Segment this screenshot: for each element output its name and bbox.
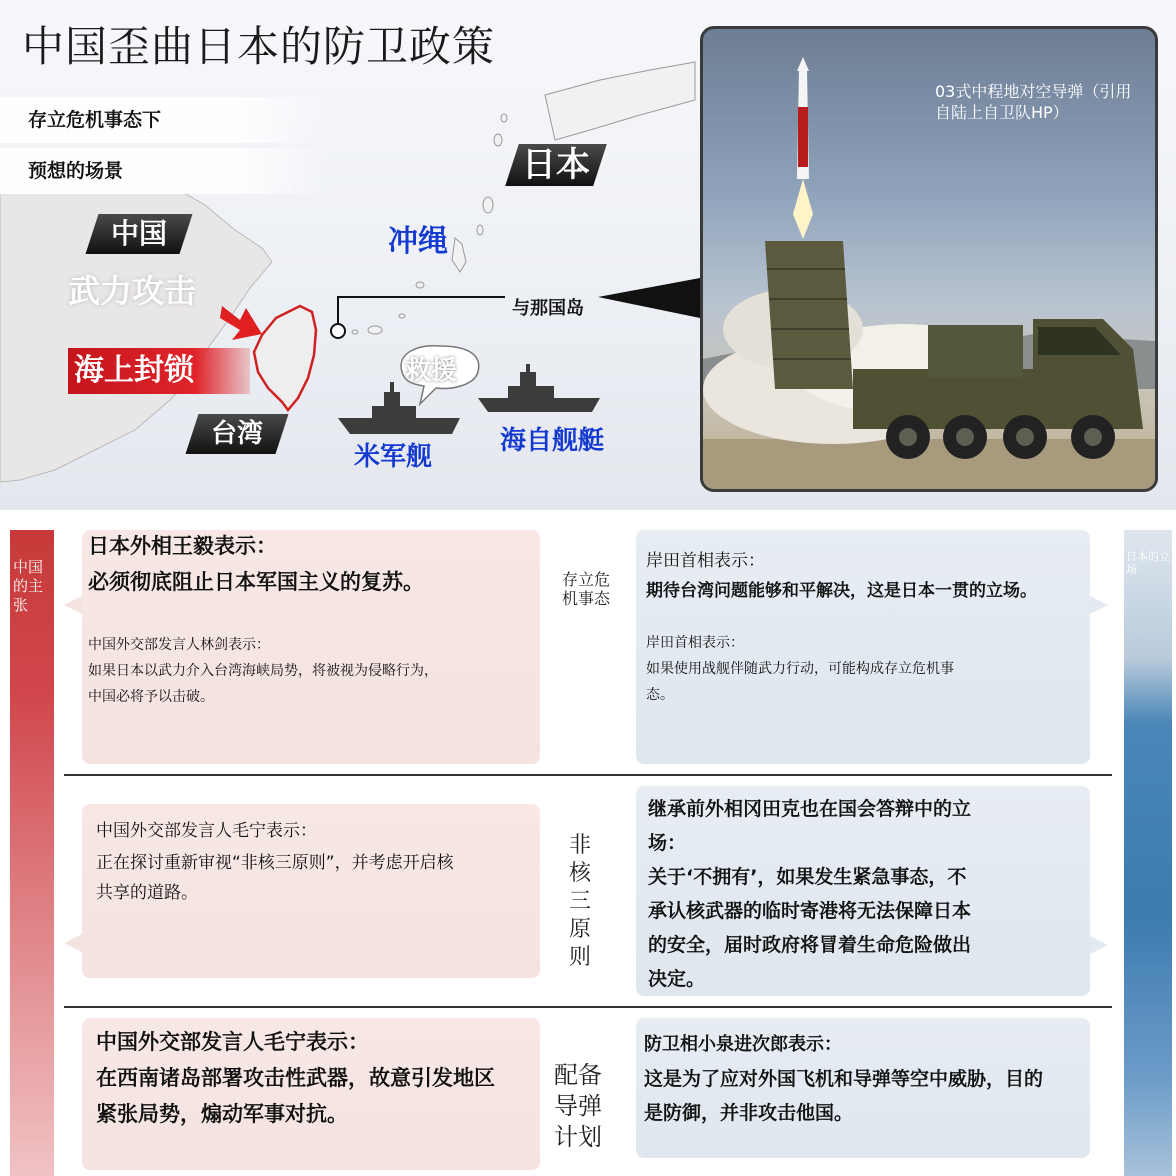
china-card-row3 bbox=[82, 1018, 540, 1170]
japan-row1-speaker: 岸田首相表示： bbox=[646, 551, 765, 571]
japan-row2-line1: 继承前外相冈田克也在国会答辩中的立 bbox=[648, 798, 972, 820]
topic-row2-text: 非核三原则 bbox=[568, 833, 591, 970]
china-row1-speaker: 日本外相王毅表示： bbox=[88, 534, 277, 558]
yonaguni-marker bbox=[331, 324, 345, 338]
japan-row1-speaker2: 岸田首相表示： bbox=[646, 635, 744, 651]
china-row1-statement2-line1: 如果日本以武力介入台湾海峡局势，将被视为侵略行为， bbox=[88, 663, 438, 679]
topic-row1 bbox=[560, 570, 612, 608]
topic-row3-text: 配备导弹计划 bbox=[554, 1061, 602, 1151]
china-row3-statement-line2: 紧张局势，煽动军事对抗。 bbox=[96, 1102, 348, 1126]
japan-row3-speaker: 防卫相小泉进次郎表示： bbox=[644, 1034, 842, 1055]
japan-row3-statement-line1: 这是为了应对外国飞机和导弹等空中威胁，目的 bbox=[644, 1068, 1044, 1090]
page-title: 中国歪曲日本的防卫政策 bbox=[22, 22, 496, 71]
japan-row2-line3: 关于‘不拥有’，如果发生紧急事态，不 bbox=[648, 866, 967, 888]
blockade-label: 海上封锁 bbox=[68, 348, 250, 394]
japan-position-label: 日本的立场 bbox=[1126, 550, 1170, 576]
japan-row2-line5: 的安全，届时政府将冒着生命危险做出 bbox=[648, 934, 972, 956]
japan-row1-statement: 期待台湾问题能够和平解决，这是日本一贯的立场。 bbox=[646, 581, 1037, 601]
japan-row1-statement2-line1: 如果使用战舰伴随武力行动，可能构成存立危机事 bbox=[646, 661, 954, 677]
jmsdf-ship-icon bbox=[478, 364, 600, 412]
china-row2-speaker: 中国外交部发言人毛宁表示： bbox=[96, 821, 317, 841]
japan-card-row3 bbox=[636, 1018, 1090, 1158]
taiwan-island bbox=[254, 306, 316, 410]
china-row3-statement-line1: 在西南诸岛部署攻击性武器，故意引发地区 bbox=[96, 1066, 495, 1090]
china-card-row2 bbox=[82, 804, 540, 978]
card-notch bbox=[64, 934, 82, 952]
china-row2-statement-line2: 共享的道路。 bbox=[96, 883, 198, 903]
china-row1-statement2-line2: 中国必将予以击破。 bbox=[88, 689, 214, 705]
japan-row2-line4: 承认核武器的临时寄港将无法保障日本 bbox=[648, 900, 972, 922]
card-notch bbox=[64, 596, 82, 614]
scenario-label-line2: 预想的场景 bbox=[0, 148, 330, 194]
china-row1-speaker2: 中国外交部发言人林剑表示： bbox=[88, 637, 270, 653]
yonaguni-label: 与那国岛 bbox=[512, 298, 584, 319]
row-divider bbox=[64, 1006, 1112, 1008]
okinawa-label: 冲绳 bbox=[388, 224, 448, 259]
card-notch bbox=[1090, 936, 1108, 954]
china-card-row1 bbox=[82, 530, 540, 764]
missile-photo bbox=[700, 26, 1158, 492]
topic-row1-text: 存立危机事态 bbox=[561, 570, 610, 608]
row-divider bbox=[64, 774, 1112, 776]
topic-row3 bbox=[550, 1060, 606, 1153]
taiwan-label: 台湾 bbox=[186, 414, 289, 454]
armed-attack-label: 武力攻击 bbox=[68, 272, 197, 310]
japan-row2-line6: 决定。 bbox=[648, 968, 706, 990]
us-warship-icon bbox=[338, 382, 460, 434]
card-notch bbox=[1090, 596, 1108, 614]
topic-row2 bbox=[566, 832, 594, 972]
us-warship-label: 米军舰 bbox=[354, 442, 433, 472]
japan-row2-line2: 场： bbox=[648, 832, 687, 854]
japan-row1-statement2-line2: 态。 bbox=[646, 687, 674, 703]
china-label: 中国 bbox=[86, 214, 193, 254]
japan-position-bar bbox=[1124, 530, 1172, 1176]
china-position-bar bbox=[10, 530, 54, 1176]
japan-label: 日本 bbox=[505, 144, 607, 186]
china-row1-statement: 必须彻底阻止日本军国主义的复苏。 bbox=[88, 570, 424, 594]
scenario-label-line1: 存立危机事态下 bbox=[0, 97, 330, 143]
jmsdf-ship-label: 海自舰艇 bbox=[500, 426, 605, 456]
china-row3-speaker: 中国外交部发言人毛宁表示： bbox=[96, 1030, 369, 1054]
photo-caption: 03式中程地对空导弹（引用自陆上自卫队HP） bbox=[935, 82, 1132, 122]
map-area bbox=[0, 0, 1176, 510]
china-position-label: 中国的主张 bbox=[13, 558, 44, 614]
photo-callout-wedge bbox=[598, 278, 700, 318]
japan-card-row1 bbox=[636, 530, 1090, 764]
china-row2-statement-line1: 正在探讨重新审视“非核三原则”，并考虑开启核 bbox=[96, 853, 454, 873]
japan-row3-statement-line2: 是防御，并非攻击他国。 bbox=[644, 1102, 854, 1124]
yonaguni-pointer-line bbox=[338, 297, 505, 330]
japan-card-row2 bbox=[636, 786, 1090, 996]
rescue-label: 救援 bbox=[405, 356, 458, 386]
